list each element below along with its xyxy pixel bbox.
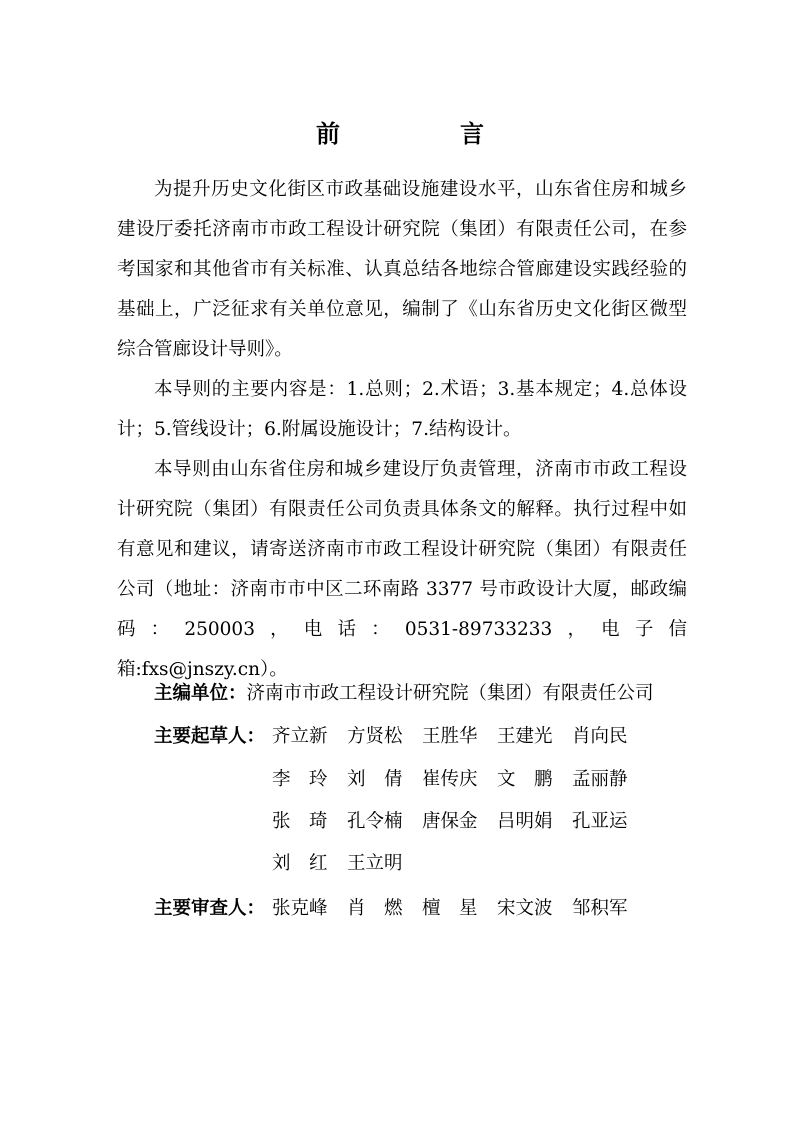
reviewer-name: 邹积军 [572,898,628,919]
drafters-row [272,844,422,884]
paragraph-management: 本导则由山东省住房和城乡建设厅负责管理，济南市市政工程设计研究院（集团）有限责任公司负责具体条文的解释。执行过程中如有意见和建议，请寄送济南市市政工程设计研究院（集团）有限责任公司（地址：济南市市中区二环南路 3377 号市政设计大厦，邮政编码：250003，电话：0531-89733233，电子信箱:fxs@jnszy.cn）。 [117,459,687,680]
reviewer-name: 宋文波 [497,898,553,919]
drafter-name: 王建光 [497,726,553,747]
drafter-name: 肖向民 [572,726,628,747]
paragraph-purpose: 为提升历史文化街区市政基础设施建设水平，山东省住房和城乡建设厅委托济南市市政工程设计研究院（集团）有限责任公司，在参考国家和其他省市有关标准、认真总结各地综合管廊建设实践经验的基础上，广泛征求有关单位意见，编制了《山东省历史文化街区微型综合管廊设计导则》。 [117,179,687,360]
drafter-name: 李 玲 [272,769,328,790]
drafter-name: 方贤松 [347,726,403,747]
paragraph-contents: 本导则的主要内容是：1.总则；2.术语；3.基本规定；4.总体设计；5.管线设计；6.附属设施设计；7.结构设计。 [117,379,687,440]
chief-unit-label: 主编单位： [154,683,247,704]
reviewers-label-line [154,889,265,929]
drafter-name: 唐保金 [422,811,478,832]
drafter-name: 文 鹏 [497,769,553,790]
drafter-name: 崔传庆 [422,769,478,790]
drafters-row [272,760,647,800]
drafter-name: 刘 倩 [347,769,403,790]
drafters-row [272,717,647,757]
drafter-name: 王胜华 [422,726,478,747]
drafter-name: 孟丽静 [572,769,628,790]
drafter-name: 刘 红 [272,853,328,874]
drafters-label: 主要起草人： [154,726,266,747]
chief-unit-line [154,674,654,714]
drafter-name: 齐立新 [272,726,328,747]
drafters-label-line [154,717,265,757]
reviewer-name: 檀 星 [422,898,478,919]
drafters-row [272,802,647,842]
drafter-name: 孔亚运 [572,811,628,832]
reviewer-name: 肖 燃 [347,898,403,919]
drafter-name: 吕明娟 [497,811,553,832]
reviewers-row [272,889,647,929]
page-title: 前 言 [316,119,532,148]
drafter-name: 孔令楠 [347,811,403,832]
reviewer-name: 张克峰 [272,898,328,919]
reviewers-label: 主要审查人： [154,898,266,919]
drafter-name: 王立明 [347,853,403,874]
preface-body [117,170,687,690]
drafter-name: 张 琦 [272,811,328,832]
chief-unit-value: 济南市市政工程设计研究院（集团）有限责任公司 [246,683,654,704]
